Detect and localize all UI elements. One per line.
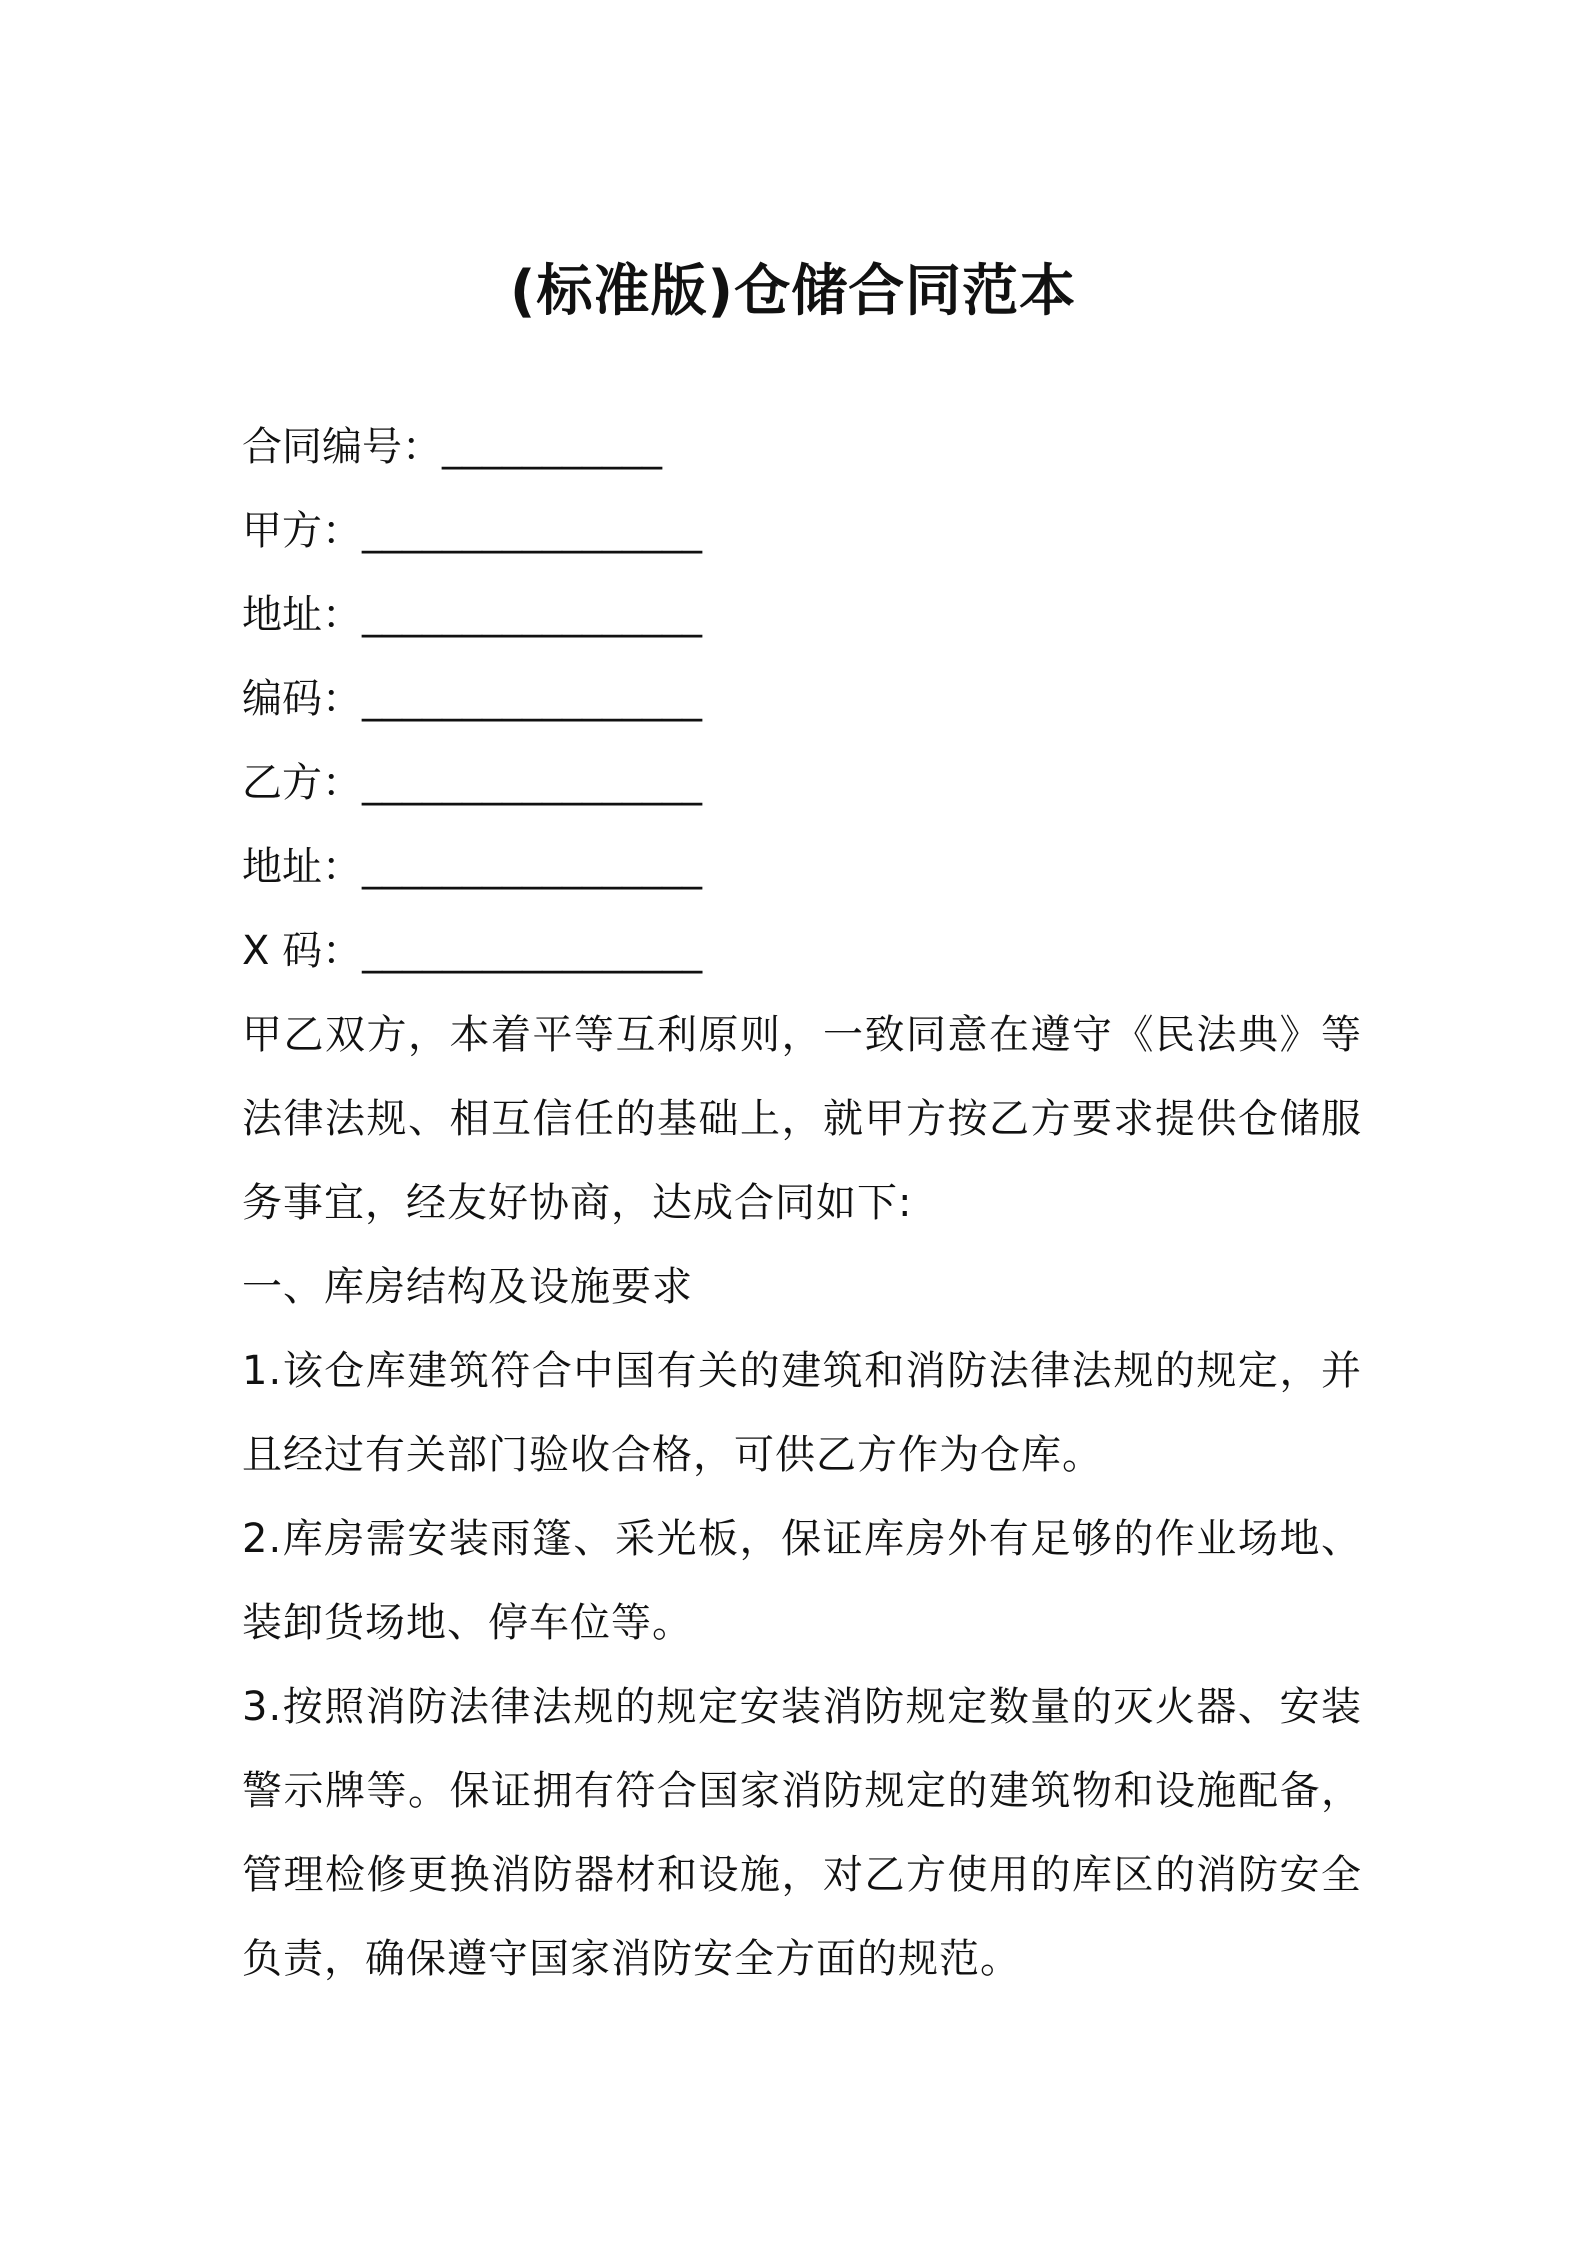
field-label: 甲方： [242, 508, 362, 554]
field-label: 合同编号： [242, 424, 442, 470]
party-info-fields [242, 405, 1362, 993]
party-a-address-field [242, 573, 1362, 657]
contract-body [242, 993, 1362, 2001]
field-blank: _________________ [362, 844, 702, 890]
contract-number-field [242, 405, 1362, 489]
field-blank: _________________ [362, 760, 702, 806]
field-blank: ___________ [442, 424, 662, 470]
party-b-code-field [242, 909, 1362, 993]
party-b-address-field [242, 825, 1362, 909]
field-label: 地址： [242, 592, 362, 638]
field-blank: _________________ [362, 592, 702, 638]
party-a-code-field [242, 657, 1362, 741]
clause-1: 1.该仓库建筑符合中国有关的建筑和消防法律法规的规定，并且经过有关部门验收合格，可供乙方作为仓库。 [242, 1348, 1362, 1478]
section-heading: 一、库房结构及设施要求 [242, 1264, 693, 1310]
field-blank: _________________ [362, 508, 702, 554]
party-a-field [242, 489, 1362, 573]
clause-3: 3.按照消防法律法规的规定安装消防规定数量的灭火器、安装警示牌等。保证拥有符合国家消防规定的建筑物和设施配备，管理检修更换消防器材和设施，对乙方使用的库区的消防安全负责，确保遵守国家消防安全方面的规范。 [242, 1684, 1362, 1982]
field-blank: _________________ [362, 928, 703, 974]
field-label: 编码： [242, 676, 362, 722]
field-label: X 码： [242, 928, 363, 974]
party-b-field [242, 741, 1362, 825]
field-label: 乙方： [242, 760, 362, 806]
intro-paragraph: 甲乙双方，本着平等互利原则，一致同意在遵守《民法典》等法律法规、相互信任的基础上，就甲方按乙方要求提供仓储服务事宜，经友好协商，达成合同如下: [242, 1012, 1362, 1226]
clause-2: 2.库房需安装雨篷、采光板，保证库房外有足够的作业场地、装卸货场地、停车位等。 [242, 1516, 1362, 1646]
document-title: (标准版)仓储合同范本 [509, 259, 1077, 324]
field-blank: _________________ [362, 676, 702, 722]
field-label: 地址： [242, 844, 362, 890]
